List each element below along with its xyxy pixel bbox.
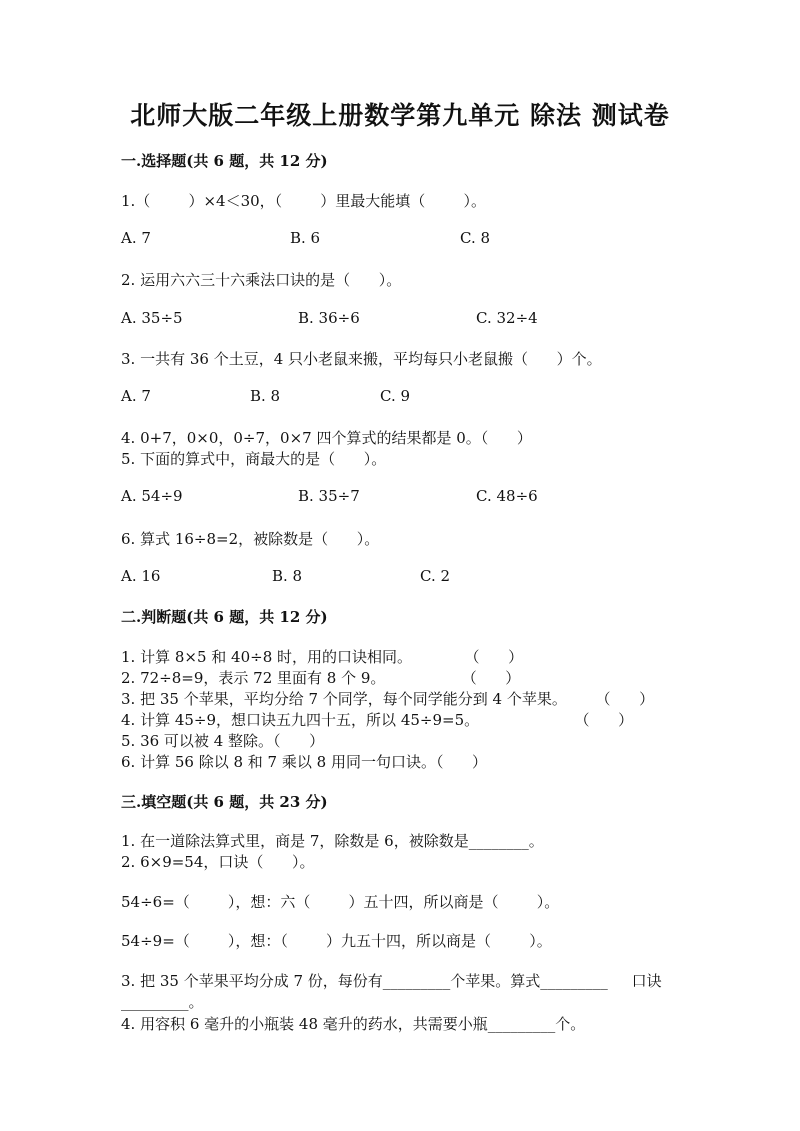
question-2: 2. 运用六六三十六乘法口诀的是（ ）。 [121,271,402,289]
question-1: 1.（ ）×4＜30，（ ）里最大能填（ ）。 [121,192,486,210]
q3-option-b: B. 8 [250,387,281,405]
question-4: 4. 0+7，0×0，0÷7，0×7 四个算式的结果都是 0。（ ） [121,429,532,447]
question-3: 3. 一共有 36 个土豆，4 只小老鼠来搬，平均每只小老鼠搬（ ）个。 [121,350,602,368]
q5-option-a: A. 54÷9 [121,487,183,505]
q2-option-b: B. 36÷6 [298,309,360,327]
fill-item-2b: 54÷9=（ ），想：（ ）九五十四，所以商是（ ）。 [121,932,552,950]
q1-option-a: A. 7 [121,229,151,247]
q5-option-c: C. 48÷6 [476,487,538,505]
judge-item-4: 4. 计算 45÷9，想口诀五九四十五，所以 45÷9=5。 （ ） [121,711,634,729]
page-title: 北师大版二年级上册数学第九单元 除法 测试卷 [130,101,670,130]
fill-item-3-cont: _________。 [121,993,204,1011]
fill-item-2: 2. 6×9=54，口诀（ ）。 [121,853,315,871]
fill-item-4: 4. 用容积 6 毫升的小瓶装 48 毫升的药水，共需要小瓶_________个。 [121,1015,586,1033]
section-heading-judgement: 二.判断题(共 6 题，共 12 分) [121,608,328,626]
q2-option-c: C. 32÷4 [476,309,538,327]
fill-item-1: 1. 在一道除法算式里，商是 7，除数是 6，被除数是________。 [121,832,544,850]
fill-item-3: 3. 把 35 个苹果平均分成 7 份，每份有_________个苹果。算式_________ 口诀 [121,972,662,990]
q1-option-b: B. 6 [290,229,321,247]
q5-option-b: B. 35÷7 [298,487,360,505]
judge-item-1: 1. 计算 8×5 和 40÷8 时，用的口诀相同。 （ ） [121,648,524,666]
q6-option-b: B. 8 [272,567,303,585]
q6-option-c: C. 2 [420,567,451,585]
fill-item-2a: 54÷6=（ ），想：六（ ）五十四，所以商是（ ）。 [121,893,560,911]
q2-option-a: A. 35÷5 [121,309,183,327]
section-heading-fill: 三.填空题(共 6 题，共 23 分) [121,793,328,811]
q1-option-c: C. 8 [460,229,491,247]
judge-item-6: 6. 计算 56 除以 8 和 7 乘以 8 用同一句口诀。（ ） [121,753,488,771]
q6-option-a: A. 16 [121,567,161,585]
judge-item-3: 3. 把 35 个苹果，平均分给 7 个同学，每个同学能分到 4 个苹果。 （ ） [121,690,655,708]
section-heading-choice: 一.选择题(共 6 题，共 12 分) [121,152,328,170]
question-6: 6. 算式 16÷8=2，被除数是（ ）。 [121,530,380,548]
question-5: 5. 下面的算式中，商最大的是（ ）。 [121,450,387,468]
q3-option-c: C. 9 [380,387,411,405]
judge-item-5: 5. 36 可以被 4 整除。（ ） [121,732,325,750]
judge-item-2: 2. 72÷8=9，表示 72 里面有 8 个 9。 （ ） [121,669,521,687]
q3-option-a: A. 7 [121,387,151,405]
